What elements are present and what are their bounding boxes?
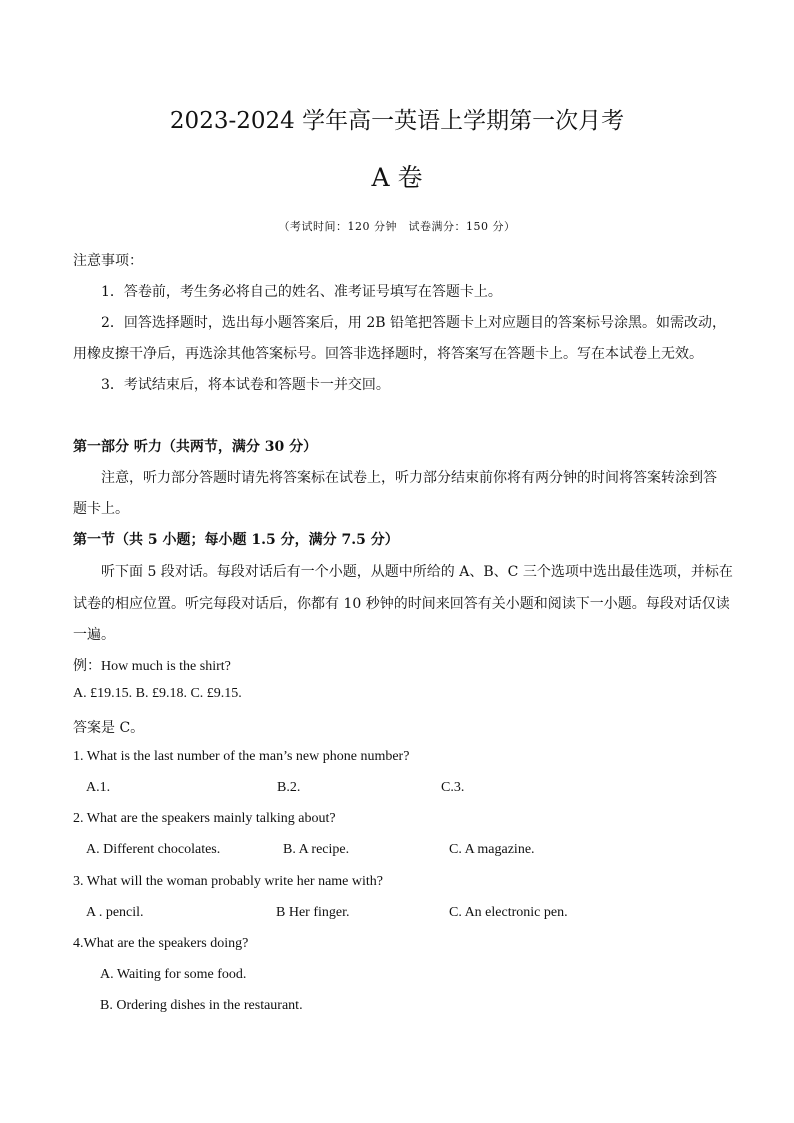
notes-heading: 注意事项： [73,253,143,269]
part1-heading: 第一部分 听力（共两节，满分 30 分） [73,439,318,455]
section1-heading: 第一节（共 5 小题；每小题 1.5 分，满分 7.5 分） [73,532,399,548]
question-3-option-a: A . pencil. [86,905,144,920]
note-item-2-cont: 用橡皮擦干净后，再选涂其他答案标号。回答非选择题时，将答案写在答题卡上。写在本试卷上无效。 [73,346,703,362]
exam-title: 2023-2024 学年高一英语上学期第一次月考 [169,108,625,134]
paper-version-title: A 卷 [371,163,423,192]
question-4-option-b: B. Ordering dishes in the restaurant. [100,998,303,1013]
question-3-option-b: B Her finger. [276,905,350,920]
instruction-line-3: 一遍。 [73,627,115,643]
question-2: 2. What are the speakers mainly talking about? [73,811,336,826]
question-2-option-a: A. Different chocolates. [86,842,221,857]
example-options: A. £19.15. B. £9.18. C. £9.15. [73,686,242,701]
exam-info: （考试时间：120 分钟 试卷满分：150 分） [278,220,516,233]
part1-note-line-2: 题卡上。 [73,501,129,517]
question-1: 1. What is the last number of the man’s new phone number? [73,749,410,764]
question-2-option-c: C. A magazine. [449,842,535,857]
question-3-option-c: C. An electronic pen. [449,905,568,920]
question-1-option-b: B.2. [277,780,301,795]
example-question: 例：How much is the shirt? [73,659,231,674]
note-item-1: 1．答卷前，考生务必将自己的姓名、准考证号填写在答题卡上。 [101,284,502,300]
question-3: 3. What will the woman probably write her name with? [73,874,383,889]
note-item-2: 2．回答选择题时，选出每小题答案后，用 2B 铅笔把答题卡上对应题目的答案标号涂黑。如需改动， [101,315,727,331]
question-4: 4.What are the speakers doing? [73,936,249,951]
instruction-line-2: 试卷的相应位置。听完每段对话后，你都有 10 秒钟的时间来回答有关小题和阅读下一小题。每段对话仅读 [73,596,730,612]
instruction-line-1: 听下面 5 段对话。每段对话后有一个小题，从题中所给的 A、B、C 三个选项中选出最佳选项，并标在 [101,564,733,580]
note-item-3: 3．考试结束后，将本试卷和答题卡一并交回。 [101,377,390,393]
example-answer: 答案是 C。 [73,720,145,736]
question-4-option-a: A. Waiting for some food. [100,967,247,982]
question-2-option-b: B. A recipe. [283,842,350,857]
question-1-option-c: C.3. [441,780,465,795]
question-1-option-a: A.1. [86,780,111,795]
part1-note-line-1: 注意，听力部分答题时请先将答案标在试卷上，听力部分结束前你将有两分钟的时间将答案转涂到答 [101,470,717,486]
